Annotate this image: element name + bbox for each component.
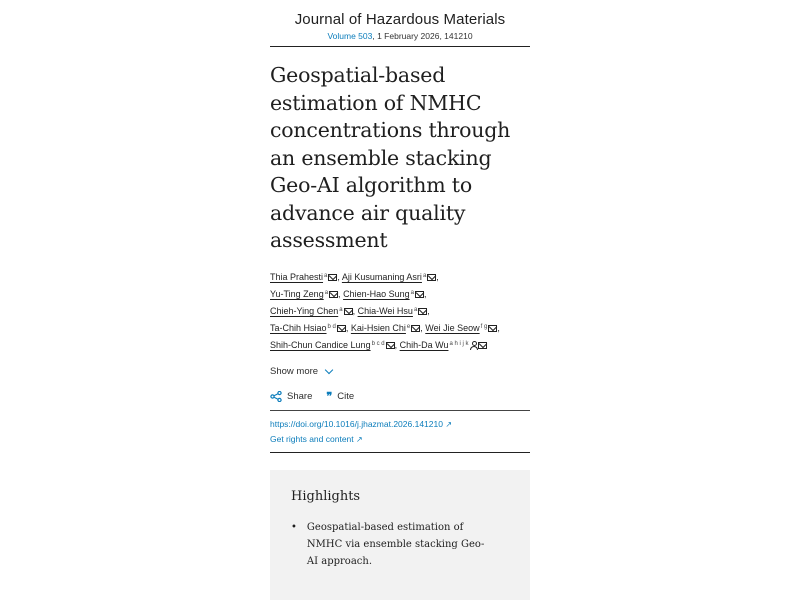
- email-icon: [418, 308, 427, 315]
- email-icon: [328, 274, 337, 281]
- author-link[interactable]: Aji Kusumaning Asri$^a$: [342, 272, 436, 282]
- author-link[interactable]: Shih-Chun Candice Lung$^{b c d}$: [270, 340, 395, 350]
- external-link-icon: ↗: [445, 419, 453, 429]
- author-list: Thia Prahesti$^a$ , Aji Kusumaning Asri$^a$ , Yu-Ting Zeng$^a$ , Chien-Hao Sung$^a$ , Chieh-Ying Chen$^a$ , Chia-Wei Hsu$^a$ , Ta-Chih Hsiao$^{b d}$ , Kai-Hsien Chi$^e$ , Wei Jie Seow$^{f g}$ , Shih-Chun Candice Lung$^{b c d}$ , Chih-Da $Wu^{a h i j k}$: [270, 271, 500, 350]
- author-link[interactable]: Ta-Chih Hsiao$^{b d}$: [270, 323, 346, 333]
- list-item: [291, 519, 509, 570]
- author-link[interactable]: Yu-Ting Zeng$^a$: [270, 289, 338, 299]
- journal-name[interactable]: Journal of Hazardous Materials: [294, 11, 506, 28]
- highlights-box: [270, 470, 530, 600]
- corresponding-author-icon: [470, 341, 477, 349]
- highlights-heading: Highlights: [291, 488, 361, 504]
- show-more-label: Show more: [270, 365, 319, 377]
- rights-link[interactable]: Get rights and content ↗: [270, 433, 363, 444]
- header-divider: [270, 46, 530, 47]
- cite-button[interactable]: [326, 390, 354, 403]
- highlight-text: Geospatial-based estimation of NMHC via ensemble stacking Geo-AI approach.: [306, 521, 485, 567]
- author-link[interactable]: Wei Jie Seow$^{f g}$: [425, 323, 497, 333]
- email-icon: [488, 325, 497, 332]
- volume-line: [270, 31, 530, 41]
- highlights-list: [291, 519, 509, 570]
- article-title: Geospatial-based estimation of NMHC concentrations through an ensemble stacking Geo-AI algorithm to advance air quality assessment: [270, 63, 511, 252]
- links-divider: [270, 452, 530, 453]
- doi-link[interactable]: https://doi.org/10.1016/j.jhazmat.2026.141210 ↗: [270, 418, 453, 429]
- email-icon: [415, 291, 424, 298]
- author-link[interactable]: Thia Prahesti$^a$: [270, 272, 337, 282]
- cite-label: Cite: [337, 390, 355, 402]
- email-icon: [478, 342, 487, 349]
- show-more-button[interactable]: [270, 366, 530, 377]
- quote-icon: ❞: [326, 390, 333, 403]
- author-link[interactable]: Chien-Hao Sung$^a$: [343, 289, 424, 299]
- share-icon: [270, 391, 282, 402]
- share-button[interactable]: [270, 390, 312, 403]
- email-icon: [386, 342, 395, 349]
- author-link[interactable]: Chia-Wei Hsu$^a$: [358, 306, 428, 316]
- chevron-down-icon: [325, 365, 333, 373]
- author-link[interactable]: Chieh-Ying Chen$^a$: [270, 306, 353, 316]
- bullet: •: [291, 521, 297, 533]
- article-actions: [270, 390, 530, 403]
- article-links: [270, 417, 530, 447]
- email-icon: [411, 325, 420, 332]
- share-label: Share: [287, 390, 313, 402]
- author-link[interactable]: Chih-Da $Wu^{a h i j k}$: [400, 340, 488, 350]
- article-page: [270, 0, 530, 600]
- volume-link[interactable]: Volume 503: [327, 31, 373, 41]
- issue-info: , 1 February 2026, 141210: [372, 31, 473, 41]
- email-icon: [337, 325, 346, 332]
- email-icon: [427, 274, 436, 281]
- author-link[interactable]: Kai-Hsien Chi$^e$: [351, 323, 420, 333]
- actions-divider: [270, 410, 530, 411]
- email-icon: [329, 291, 338, 298]
- external-link-icon: ↗: [356, 434, 363, 444]
- email-icon: [344, 308, 353, 315]
